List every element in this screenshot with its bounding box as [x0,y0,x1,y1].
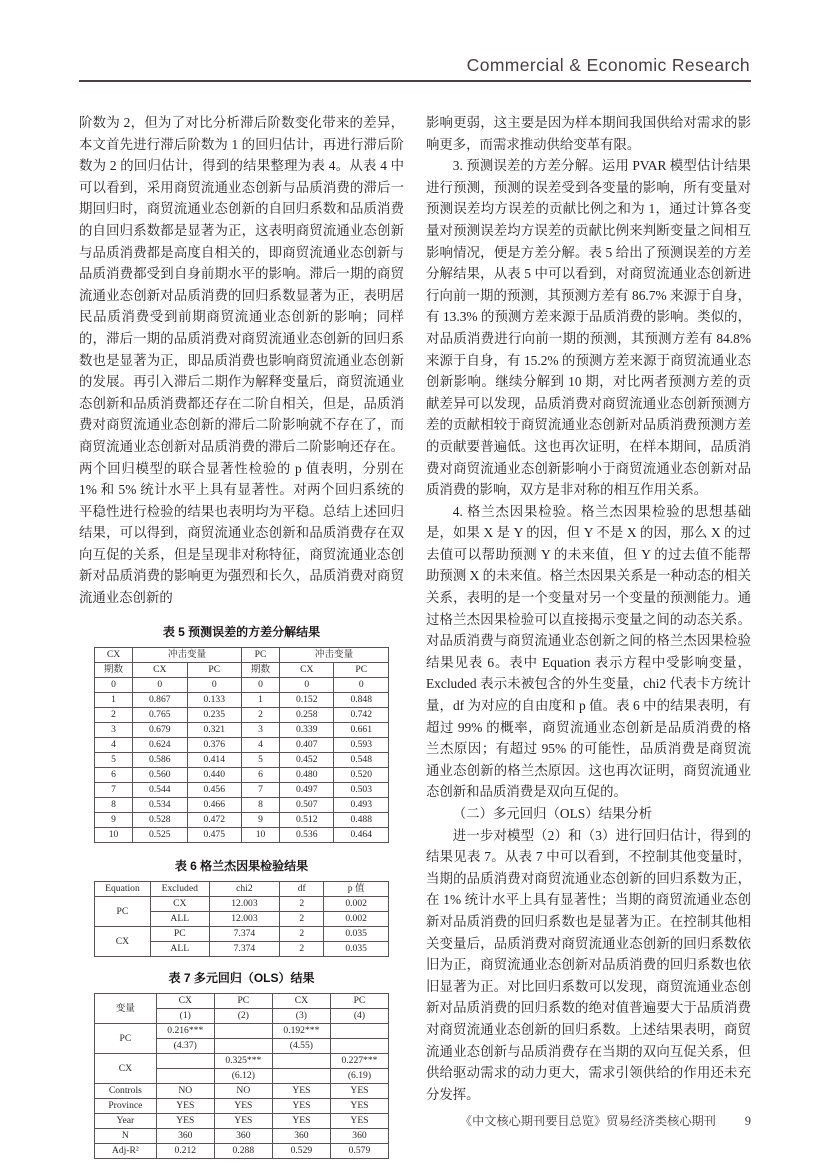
table-cell: 0.493 [334,797,389,812]
table-cell: 0.133 [187,692,241,707]
table-cell [272,1053,330,1068]
table-header-cell: (4) [330,1008,388,1023]
table-header-cell: 变量 [95,993,157,1023]
table-header-cell: Equation [95,881,151,896]
table-cell: 0 [241,677,279,692]
table-cell: 0.376 [187,737,241,752]
table-row [95,767,389,782]
table-row [95,677,389,692]
table-cell: CX [95,1053,157,1083]
table-cell: 0.235 [187,707,241,722]
table-cell: 2 [95,707,133,722]
table-header-cell: (2) [214,1008,272,1023]
table-header-cell: CX [133,662,187,677]
table-header-cell: 期数 [241,662,279,677]
table-cell: YES [214,1098,272,1113]
table-header-cell: Excluded [150,881,209,896]
table6-granger-test [94,881,389,957]
table-cell: 0 [280,677,334,692]
table-cell: 0.464 [334,827,389,842]
table-cell: 0 [334,677,389,692]
table-cell: 12.003 [209,911,280,926]
table-cell: 0.529 [272,1143,330,1158]
table-row [95,692,389,707]
table-cell: 0.507 [280,797,334,812]
table-cell: N [95,1128,157,1143]
table-cell: 0.258 [280,707,334,722]
table-cell: 8 [241,797,279,812]
table-cell: Province [95,1098,157,1113]
table-cell: 2 [280,896,324,911]
table-cell: 0.475 [187,827,241,842]
table-cell: 0.325*** [214,1053,272,1068]
table-cell [330,1023,388,1038]
table-cell: 4 [241,737,279,752]
table-cell: CX [150,896,209,911]
table-cell: 0.002 [324,911,389,926]
table-cell: 0.544 [133,782,187,797]
table-cell: YES [272,1083,330,1098]
paragraph-variance-decomposition: 3. 预测误差的方差分解。运用 PVAR 模型估计结果进行预测，预测的误差受到各变量的影响，所有变量对预测误差均方误差的贡献比例之和为 1，通过计算各变量对预测误差均方误差的贡献比例来判断变量之间相互影响情况，便是方差分解。表 5 给出了预测误差的方差分解结果，从表 5 中可以看到，对商贸流通业态创新进行向前一期的预测，其预测方差有 86.7% 来源于自身，有 13.3% 的预测方差来源于品质消费的影响。类似的，对品质消费进行向前一期的预测，其预测方差有 84.8% 来源于自身，有 15.2% 的预测方差来源于商贸流通业态创新影响。继续分解到 10 期，对比两者预测方差的贡献差异可以发现，品质消费对商贸流通业态创新预测方差的贡献相较于商贸流通业态创新对品质消费预测方差的贡献要普遍低。这也再次证明，在样本期间，品质消费对商贸流通业态创新影响小于商贸流通业态创新对品质消费的影响，双方是非对称的相互作用关系。 [426,158,751,498]
table-header-cell: 冲击变量 [133,647,242,662]
table-header-cell: PC [214,993,272,1008]
table-cell: 0 [133,677,187,692]
table-cell: 0.534 [133,797,187,812]
table-row [95,782,389,797]
table-row [95,1128,389,1143]
table-cell: 0.765 [133,707,187,722]
table-cell: 0.661 [334,722,389,737]
table-cell: 0.456 [187,782,241,797]
right-column [426,112,751,1105]
table-row [95,926,389,941]
table-cell: YES [330,1083,388,1098]
subsection-heading-ols: （二）多元回归（OLS）结果分析 [452,806,653,821]
table-cell: YES [156,1098,214,1113]
table-cell: ALL [150,941,209,956]
table-cell: 0.525 [133,827,187,842]
table-cell: 0.528 [133,812,187,827]
table-cell: 0.466 [187,797,241,812]
table-header-cell: CX [280,662,334,677]
table-cell: 0.339 [280,722,334,737]
page-header [0,0,827,82]
table-cell: NO [214,1083,272,1098]
table-cell: CX [95,926,151,956]
table-cell: 0.512 [280,812,334,827]
article-body [0,82,827,1159]
table-cell: 1 [95,692,133,707]
table-cell: 0.035 [324,926,389,941]
table-cell: YES [214,1113,272,1128]
table-header-cell: PC [330,993,388,1008]
table-cell: 0.742 [334,707,389,722]
table-cell: 7 [241,782,279,797]
table-cell: 0.867 [133,692,187,707]
table-cell: YES [330,1113,388,1128]
table-header-cell: (3) [272,1008,330,1023]
table-row [95,812,389,827]
table-cell: 5 [95,752,133,767]
table-cell: 0.288 [214,1143,272,1158]
paragraph-impulse-conclusion: 影响更弱，这主要是因为样本期间我国供给对需求的影响更多，而需求推动供给变革有限。 [426,115,751,152]
table-cell: 0.548 [334,752,389,767]
table-cell: YES [330,1098,388,1113]
table-cell [214,1038,272,1053]
table-cell: 0.848 [334,692,389,707]
table-cell: 0.407 [280,737,334,752]
table-row [95,1143,389,1158]
table5-variance-decomposition [94,647,389,843]
table-cell: 0.227*** [330,1053,388,1068]
table-cell: 0.321 [187,722,241,737]
table-row [95,1083,389,1098]
table6-title: 表 6 格兰杰因果检验结果 [174,858,309,873]
table-header-cell: (1) [156,1008,214,1023]
table-cell: 0.624 [133,737,187,752]
table7-title: 表 7 多元回归（OLS）结果 [168,970,315,985]
table-cell: YES [156,1113,214,1128]
table-header-row [95,993,389,1008]
table-cell: 7.374 [209,941,280,956]
table-cell: 0.414 [187,752,241,767]
table-cell: 0.560 [133,767,187,782]
table-cell: YES [272,1098,330,1113]
table-cell: 6 [95,767,133,782]
paragraph-ols-analysis: 进一步对模型（2）和（3）进行回归估计，得到的结果见表 7。从表 7 中可以看到，不控制其他变量时，当期的品质消费对商贸流通业态创新的回归系数为正，在 1% 统计水平上具有显著性；当期的商贸流通业态创新对品质消费的回归系数也是显著为正。在控制其他相关变量后，品质消费对商贸流通业态创新的回归系数依旧为正，商贸流通业态创新对品质消费的回归系数也依旧显著为正。对比回归系数可以发现，商贸流通业态创新对品质消费的回归系数的绝对值普遍要大于品质消费对商贸流通业态创新的回归系数。上述结果表明，商贸流通业态创新与品质消费存在当期的双向互促关系，但供给驱动需求的动力更大，需求引领供给的作用还未充分发挥。 [426,827,751,1102]
table-cell: 7 [95,782,133,797]
table-cell: 0.536 [280,827,334,842]
table-header-cell: PC [187,662,241,677]
table-cell: Controls [95,1083,157,1098]
table-header-cell: 冲击变量 [280,647,389,662]
table5-title: 表 5 预测误差的方差分解结果 [162,624,321,639]
table-cell: 3 [241,722,279,737]
table-cell [330,1038,388,1053]
table-cell: 2 [241,707,279,722]
table-cell: 12.003 [209,896,280,911]
table7-ols-regression [94,993,389,1159]
table-cell: (4.55) [272,1038,330,1053]
table-header-cell: df [280,881,324,896]
table-header-cell: PC [334,662,389,677]
table-cell: 0.497 [280,782,334,797]
table-cell: 0.212 [156,1143,214,1158]
table-cell: 0.216*** [156,1023,214,1038]
table-row [95,896,389,911]
table-cell: 7.374 [209,926,280,941]
table-cell: 0.472 [187,812,241,827]
table-cell: 0 [95,677,133,692]
table-cell: 2 [280,941,324,956]
paragraph-regression-results: 阶数为 2，但为了对比分析滞后阶数变化带来的差异，本文首先进行滞后阶数为 1 的回归估计，再进行滞后阶数为 2 的回归估计，得到的结果整理为表 4。从表 4 中可以看到，采用商贸流通业态创新与品质消费的滞后一期回归时，商贸流通业态创新的自回归系数和品质消费的自回归系数都是显著为正，这表明商贸流通业态创新与品质消费都是高度自相关的，即商贸流通业态创新与品质消费都受到自身前期水平的影响。滞后一期的商贸流通业态创新对品质消费的回归系数显著为正，表明居民品质消费受到前期商贸流通业态创新的影响；同样的，滞后一期的品质消费对商贸流通业态创新的回归系数也是显著为正，即品质消费也影响商贸流通业态创新的发展。再引入滞后二期作为解释变量后，商贸流通业态创新和品质消费都还存在二阶自相关，但是，品质消费对商贸流通业态创新的滞后二阶影响就不存在了，而商贸流通业态创新对品质消费的滞后二阶影响还存在。两个回归模型的联合显著性检验的 p 值表明，分别在 1% 和 5% 统计水平上具有显著性。对两个回归系统的平稳性进行检验的结果也表明均为平稳。总结上述回归结果，可以得到，商贸流通业态创新和品质消费存在双向互促的关系，但是呈现非对称特征，商贸流通业态创新对品质消费的影响更为强烈和长久，品质消费对商贸流通业态创新的 [79,115,404,606]
table-cell: 0.152 [280,692,334,707]
table-header-cell: CX [272,993,330,1008]
table-row [95,1098,389,1113]
table-cell: 0.440 [187,767,241,782]
page-number: 9 [744,1114,751,1128]
table-cell: 10 [95,827,133,842]
table-header-row [95,881,389,896]
journal-title-english: Commercial & Economic Research [466,55,750,75]
table-cell [156,1053,214,1068]
table-header-cell: CX [156,993,214,1008]
table-cell: ALL [150,911,209,926]
table-row [95,707,389,722]
page-footer [460,1112,751,1129]
table-row [95,737,389,752]
table-row [95,1113,389,1128]
table-cell: Year [95,1113,157,1128]
table-cell: 5 [241,752,279,767]
table-cell: PC [95,1023,157,1053]
table-header-cell: 期数 [95,662,133,677]
table-header-cell: chi2 [209,881,280,896]
table-cell: (6.19) [330,1068,388,1083]
table-cell: 360 [272,1128,330,1143]
table-cell: PC [150,926,209,941]
table-header-row [95,647,389,662]
table-cell: 0.593 [334,737,389,752]
table-cell: 0 [187,677,241,692]
table-cell: 2 [280,911,324,926]
table-cell [156,1068,214,1083]
table-cell: 10 [241,827,279,842]
table-cell: 6 [241,767,279,782]
paragraph-granger-test: 4. 格兰杰因果检验。格兰杰因果检验的思想基础是，如果 X 是 Y 的因，但 Y 不是 X 的因，那么 X 的过去值可以帮助预测 Y 的未来值，但 Y 的过去值不能帮助预测 X 的未来值。格兰杰因果关系是一种动态的相关关系，表明的是一个变量对另一个变量的预测能力。通过格兰杰因果检验可以直接揭示变量之间的动态关系。对品质消费与商贸流通业态创新之间的格兰杰因果检验结果见表 6。表中 Equation 表示方程中受影响变量，Excluded 表示未被包含的外生变量，chi2 代表卡方统计量，df 为对应的自由度和 p 值。表 6 中的结果表明，有超过 99% 的概率，商贸流通业态创新是品质消费的格兰杰原因；有超过 95% 的可能性，品质消费是商贸流通业态创新的格兰杰原因。这也再次证明，商贸流通业态创新和品质消费是双向互促的。 [426,503,751,800]
table-cell: 2 [280,926,324,941]
table-cell: 0.679 [133,722,187,737]
table-cell: 0.192*** [272,1023,330,1038]
table-cell: 0.520 [334,767,389,782]
left-column [79,112,404,1159]
table-cell: NO [156,1083,214,1098]
table-cell: 4 [95,737,133,752]
table-cell: 9 [241,812,279,827]
table-cell: 0.452 [280,752,334,767]
footer-journal-note: 《中文核心期刊要目总览》贸易经济类核心期刊 [459,1114,716,1128]
table-row [95,827,389,842]
table-cell: 0.480 [280,767,334,782]
table-cell: YES [272,1113,330,1128]
table-cell: 360 [156,1128,214,1143]
table-cell: 0.503 [334,782,389,797]
table-header-cell: p 值 [324,881,389,896]
table-cell: 0.488 [334,812,389,827]
table-cell: 9 [95,812,133,827]
table-cell: 360 [214,1128,272,1143]
table-cell: 0.586 [133,752,187,767]
table-cell: 3 [95,722,133,737]
table-header-cell: PC [241,647,279,662]
table-cell [214,1023,272,1038]
table-header-row [95,662,389,677]
table-row [95,722,389,737]
table-cell: (4.37) [156,1038,214,1053]
table-header-cell: CX [95,647,133,662]
table-cell: 0.035 [324,941,389,956]
table-cell: 0.579 [330,1143,388,1158]
table-row [95,797,389,812]
table-cell: PC [95,896,151,926]
table-cell: 0.002 [324,896,389,911]
table-cell: 360 [330,1128,388,1143]
table-cell: Adj-R² [95,1143,157,1158]
table-row [95,1023,389,1038]
table-cell [272,1068,330,1083]
table-cell: (6.12) [214,1068,272,1083]
table-cell: 8 [95,797,133,812]
table-cell: 1 [241,692,279,707]
table-row [95,752,389,767]
table-row [95,1053,389,1068]
